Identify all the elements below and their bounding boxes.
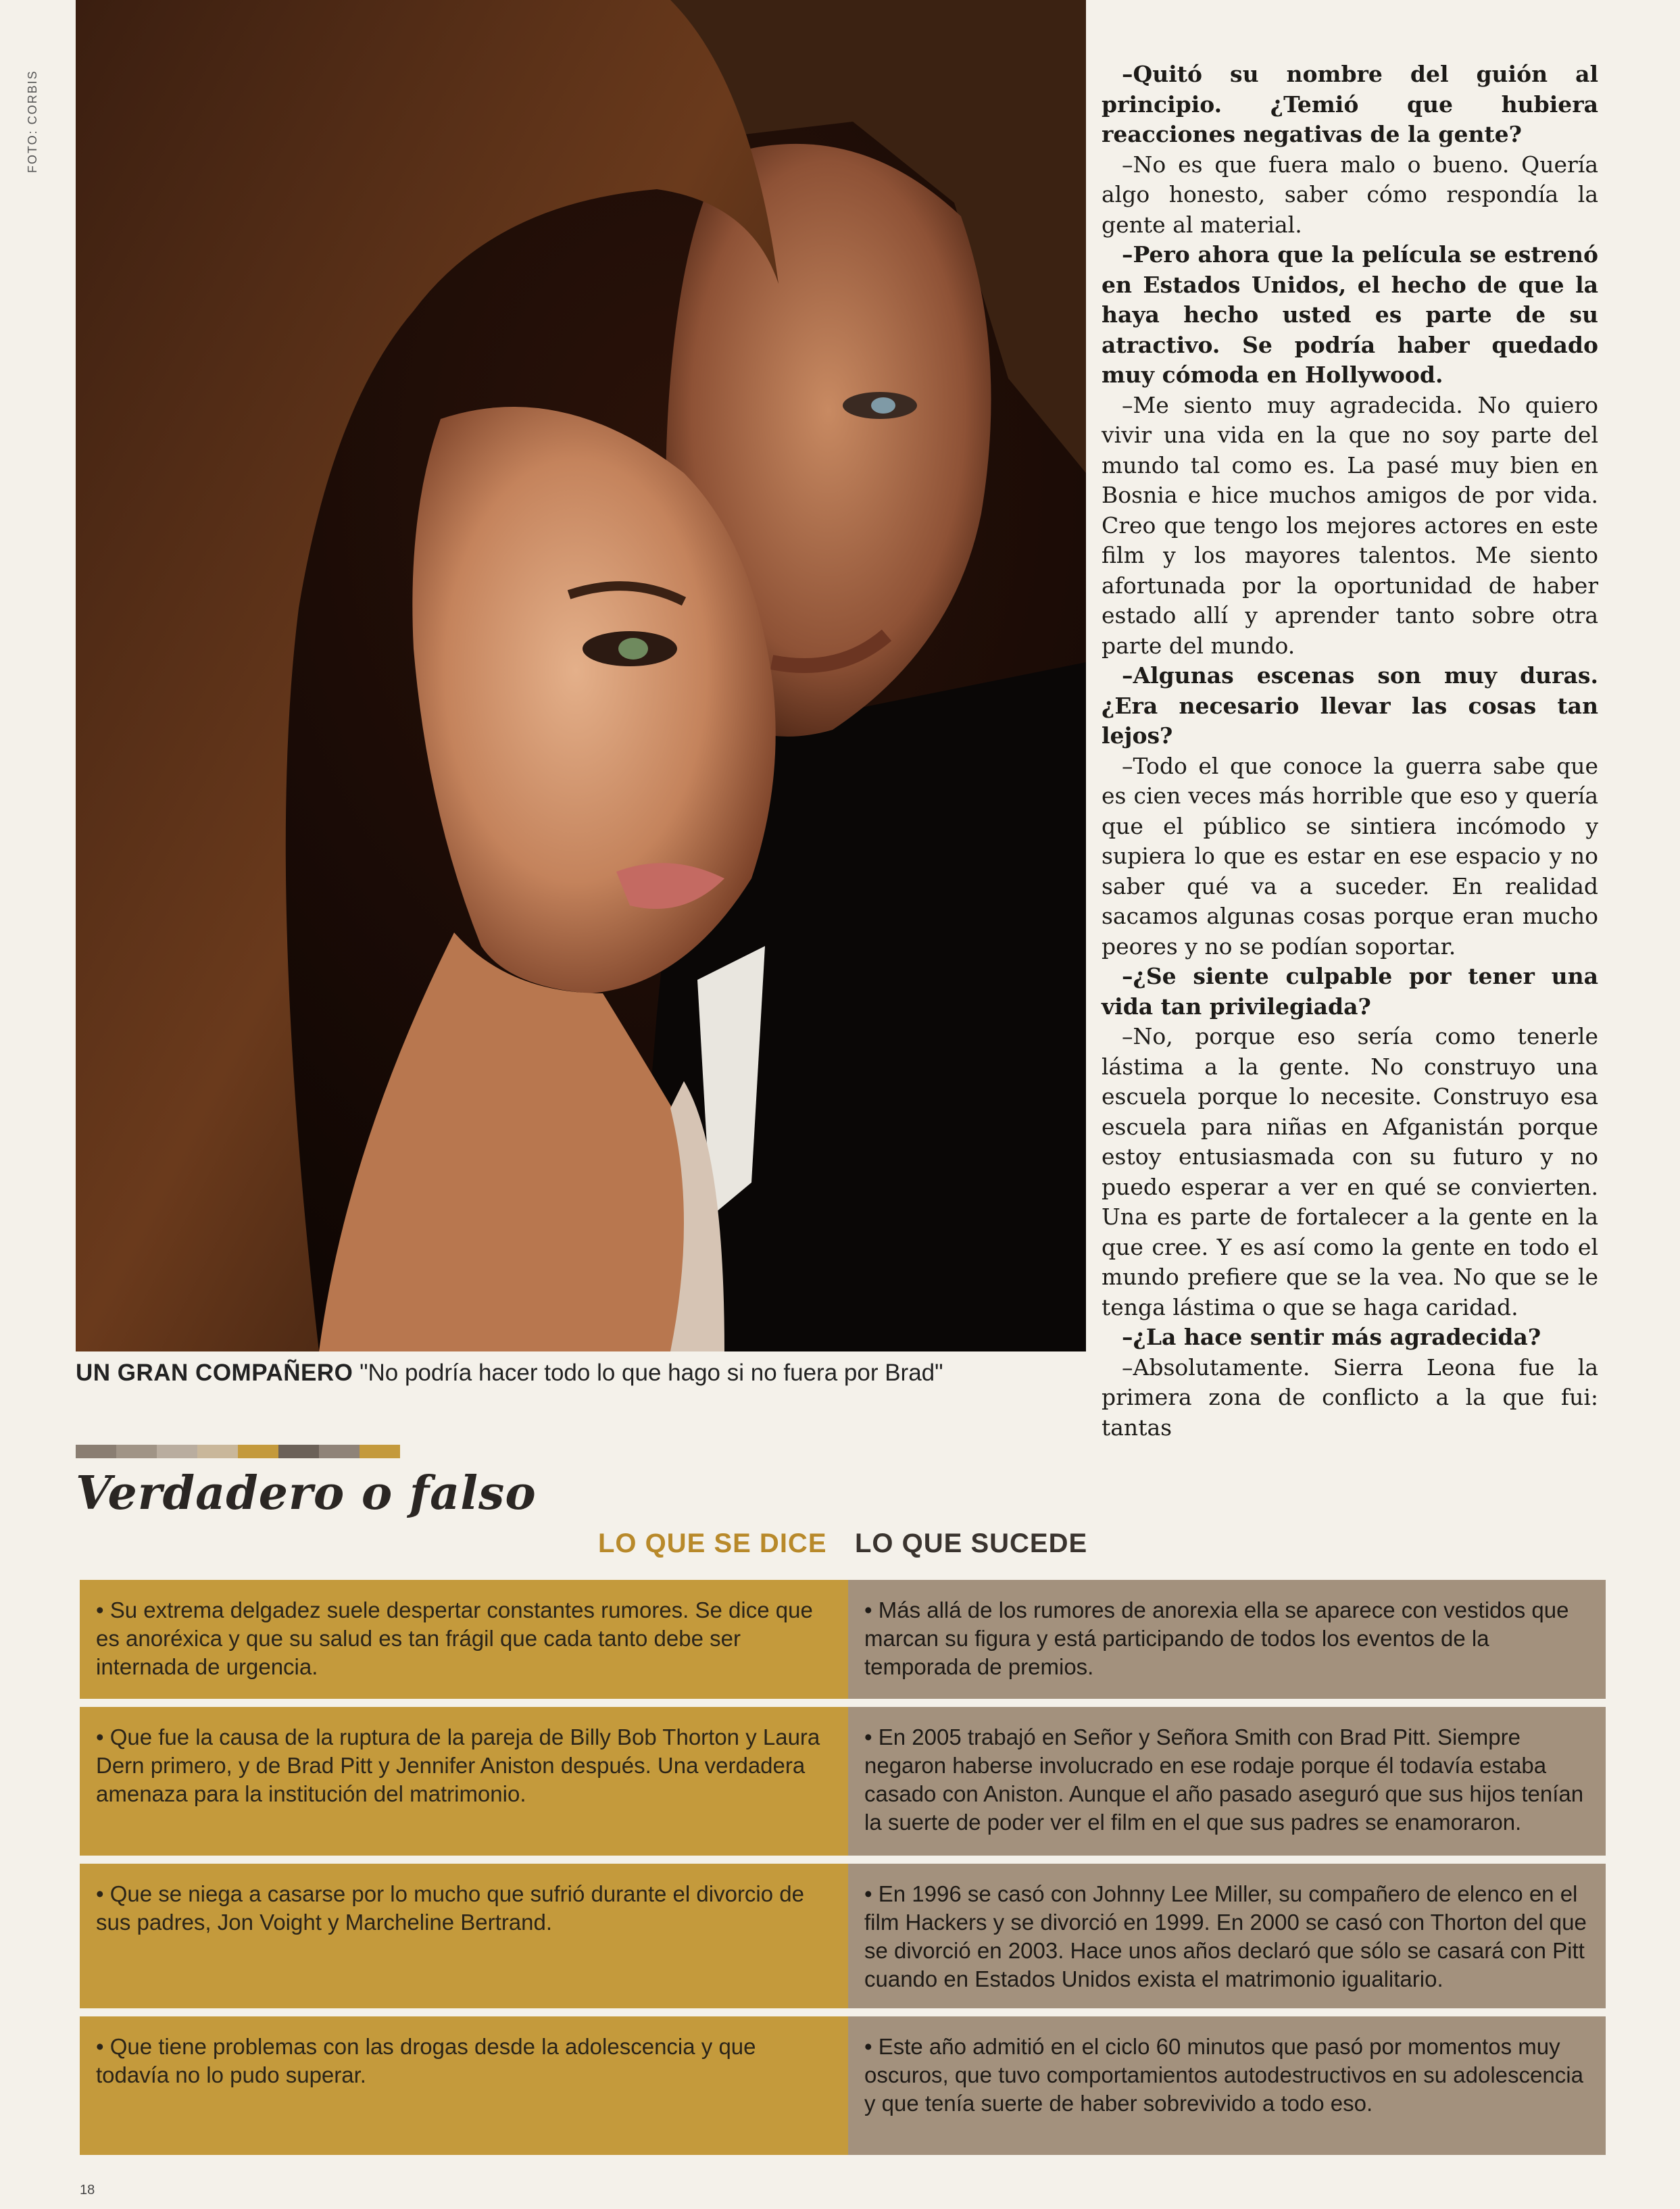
page-number: 18 xyxy=(80,2183,95,2198)
color-bar-segment xyxy=(157,1445,197,1458)
interview-answer: –Todo el que conoce la guerra sabe que es cien veces más horrible que eso y quería que el público se sintiera incómodo y supiera lo que es estar en ese espacio y no saber qué va a suceder. En realidad sacamos algunas cosas porque eran mucho peores y no se podían soportar. xyxy=(1102,752,1598,960)
interview-question: –¿Se siente culpable por tener una vida tan privilegiada? xyxy=(1102,963,1598,1020)
table-row xyxy=(80,1580,1606,1699)
table-row xyxy=(80,1707,1606,1856)
true-false-table xyxy=(80,1580,1606,2163)
photo-credit: FOTO: CORBIS xyxy=(26,70,39,174)
color-bar-segment xyxy=(76,1445,116,1458)
interview-question: –¿La hace sentir más agradecida? xyxy=(1122,1324,1541,1350)
interview-answer: –Me siento muy agradecida. No quiero vivir una vida en la que no soy parte del mundo tal como es. La pasé muy bien en Bosnia e hice muchos amigos de por vida. Creo que tengo los mejores actores en este film y los mayores talentos. Me siento afortunada por la oportunidad de haber estado allí y aprender tanto sobre otra parte del mundo. xyxy=(1102,391,1598,659)
interview-question: –Pero ahora que la película se estrenó en Estados Unidos, el hecho de que la haya hecho usted es parte de su atractivo. Se podría haber quedado muy cómoda en Hollywood. xyxy=(1102,241,1598,388)
dice-cell: • Que fue la causa de la ruptura de la pareja de Billy Bob Thorton y Laura Dern primero, y de Brad Pitt y Jennifer Aniston después. Una verdadera amenaza para la institución del matrimonio. xyxy=(80,1707,848,1856)
section-title: Verdadero o falso xyxy=(76,1466,537,1520)
sucede-cell: • Este año admitió en el ciclo 60 minutos que pasó por momentos muy oscuros, que tuvo comportamientos autodestructivos en su adolescencia y que tenía suerte de haber sobrevivido a todo eso. xyxy=(848,2016,1606,2155)
caption-lead: UN GRAN COMPAÑERO xyxy=(76,1360,353,1386)
color-bar-segment xyxy=(197,1445,238,1458)
interview-column xyxy=(1102,59,1598,1443)
dice-cell: • Que tiene problemas con las drogas desde la adolescencia y que todavía no lo pudo superar. xyxy=(80,2016,848,2155)
column-heading-dice: LO QUE SE DICE xyxy=(598,1529,827,1558)
photo-caption xyxy=(76,1360,1086,1387)
color-bar-segment xyxy=(116,1445,157,1458)
color-bar-segment xyxy=(360,1445,400,1458)
table-row xyxy=(80,2016,1606,2155)
sucede-cell: • Más allá de los rumores de anorexia ella se aparece con vestidos que marcan su figura y está participando de todos los eventos de la temporada de premios. xyxy=(848,1580,1606,1699)
table-row xyxy=(80,1864,1606,2008)
interview-answer: –Absolutamente. Sierra Leona fue la primera zona de conflicto a la que fui: tantas xyxy=(1102,1354,1598,1441)
sucede-cell: • En 1996 se casó con Johnny Lee Miller, su compañero de elenco en el film Hackers y se divorció en 1999. En 2000 se casó con Thorton del que se divorció en 2003. Hace unos años declaró que sólo se casará con Pitt cuando en Estados Unidos exista el matrimonio igualitario. xyxy=(848,1864,1606,2008)
interview-answer: –No, porque eso sería como tenerle lástima a la gente. No construyo una escuela porque lo necesite. Construyo esa escuela para niñas en Afganistán porque estoy entusiasmada con su futuro y no puedo esperar a ver en qué se convierten. Una es parte de fortalecer a la gente en la que cree. Y es así como la gente en todo el mundo prefiere que se la vea. No que se le tenga lástima o que se haga caridad. xyxy=(1102,1023,1598,1320)
interview-answer: –No es que fuera malo o bueno. Quería algo honesto, saber cómo respondía la gente al material. xyxy=(1102,151,1598,238)
color-bar-segment xyxy=(319,1445,360,1458)
dice-cell: • Su extrema delgadez suele despertar constantes rumores. Se dice que es anoréxica y que su salud es tan frágil que cada tanto debe ser internada de urgencia. xyxy=(80,1580,848,1699)
interview-question: –Algunas escenas son muy duras. ¿Era necesario llevar las cosas tan lejos? xyxy=(1102,662,1598,749)
column-heading-sucede: LO QUE SUCEDE xyxy=(855,1529,1088,1558)
caption-quote: "No podría hacer todo lo que hago si no fuera por Brad" xyxy=(360,1360,943,1386)
decorative-color-bar xyxy=(76,1445,400,1458)
interview-question: –Quitó su nombre del guión al principio. ¿Temió que hubiera reacciones negativas de la gente? xyxy=(1102,61,1598,147)
sucede-cell: • En 2005 trabajó en Señor y Señora Smith con Brad Pitt. Siempre negaron haberse involucrado en ese rodaje porque él todavía estaba casado con Aniston. Aunque el año pasado aseguró que sus hijos tenían la suerte de poder ver el film en el que sus padres se enamoraron. xyxy=(848,1707,1606,1856)
color-bar-segment xyxy=(278,1445,319,1458)
couple-photo xyxy=(76,0,1086,1351)
color-bar-segment xyxy=(238,1445,278,1458)
dice-cell: • Que se niega a casarse por lo mucho que sufrió durante el divorcio de sus padres, Jon Voight y Marcheline Bertrand. xyxy=(80,1864,848,2008)
